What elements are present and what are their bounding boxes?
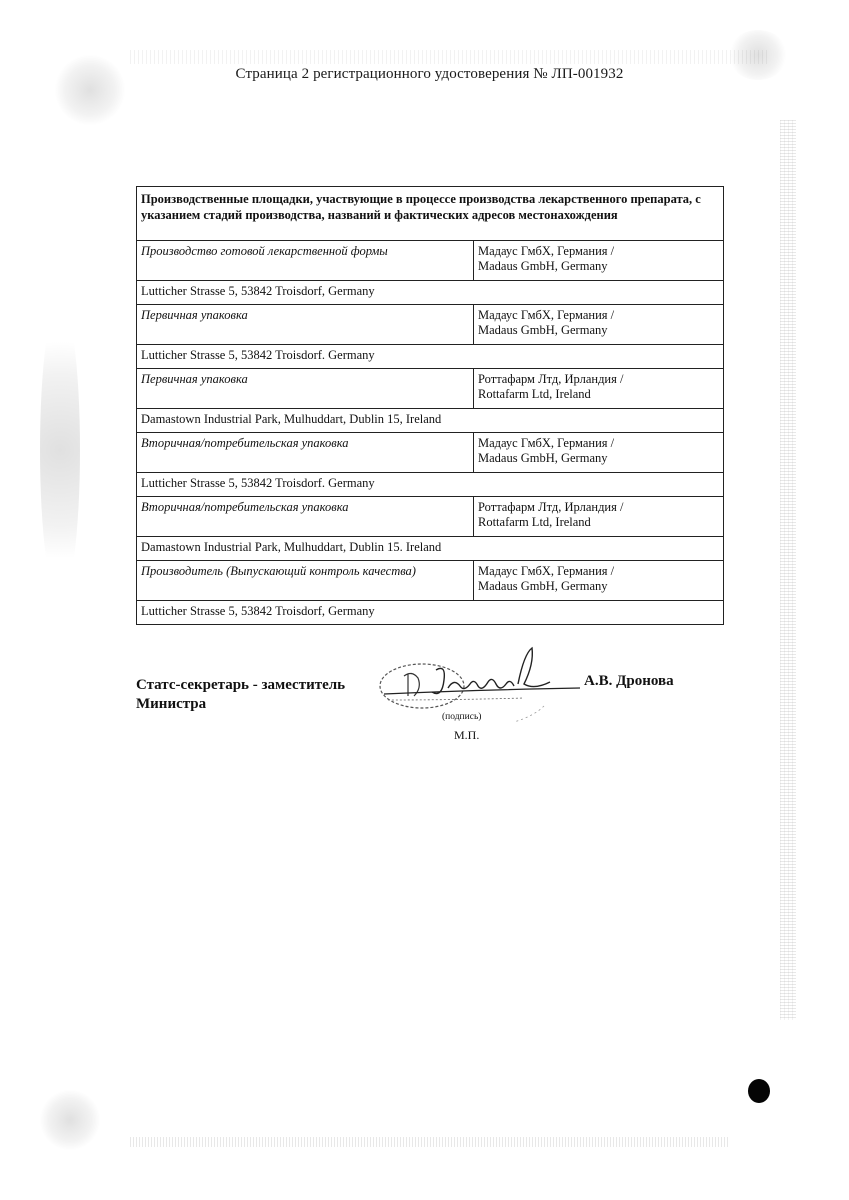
company-name-ru: Мадаус ГмбХ, Германия / [478,436,615,450]
company-name-ru: Роттафарм Лтд, Ирландия / [478,500,624,514]
address-row [137,601,724,625]
table-row [137,305,724,345]
scan-speckle [40,1090,100,1150]
address-row [137,281,724,305]
stamp-label: М.П. [454,728,480,742]
table-row [137,241,724,281]
company-cell [474,561,724,601]
stage-cell: Вторичная/потребительская упаковка [137,433,474,473]
address-row [137,345,724,369]
signature-block [136,673,736,766]
address-row [137,537,724,561]
signer-name: А.В. Дронова [584,673,674,689]
address-cell: Lutticher Strasse 5, 53842 Troisdorf. Germany [137,345,724,369]
stage-cell: Первичная упаковка [137,369,474,409]
page-header: Страница 2 регистрационного удостоверения № ЛП-001932 [235,66,624,82]
punch-hole-dot [748,1079,770,1103]
company-name-ru: Мадаус ГмбХ, Германия / [478,244,615,258]
signer-title [136,676,345,714]
company-name-en: Madaus GmbH, Germany [478,259,608,273]
table-header-row [137,187,724,241]
signer-title-line1: Статс-секретарь - заместитель [136,677,346,693]
stage-cell: Производство готовой лекарственной формы [137,241,474,281]
scan-noise-top [130,50,770,64]
table-heading: Производственные площадки, участвующие в процессе производства лекарственного препарата, с указанием стадий производства, названий и фактических адресов местонахождения [137,187,724,241]
signer-title-line2: Министра [136,696,207,712]
company-cell [474,241,724,281]
stage-cell: Вторичная/потребительская упаковка [137,497,474,537]
stage-cell: Первичная упаковка [137,305,474,345]
address-cell: Damastown Industrial Park, Mulhuddart, Dublin 15, Ireland [137,409,724,433]
address-row [137,473,724,497]
company-cell [474,305,724,345]
address-cell: Lutticher Strasse 5, 53842 Troisdorf, Germany [137,601,724,625]
company-name-en: Rottafarm Ltd, Ireland [478,515,591,529]
table-row [137,561,724,601]
address-cell: Damastown Industrial Park, Mulhuddart, Dublin 15. Ireland [137,537,724,561]
scan-noise-right [780,120,796,1020]
table-row [137,369,724,409]
table-row [137,433,724,473]
manufacturing-sites-table [136,186,724,625]
company-cell [474,369,724,409]
company-cell [474,433,724,473]
scan-noise-bottom [130,1137,730,1147]
signature-caption: (подпись) [442,712,482,722]
table-row [137,497,724,537]
company-name-en: Madaus GmbH, Germany [478,323,608,337]
handwritten-signature-icon [374,634,594,730]
address-cell: Lutticher Strasse 5, 53842 Troisdorf. Germany [137,473,724,497]
company-name-ru: Мадаус ГмбХ, Германия / [478,308,615,322]
stage-cell: Производитель (Выпускающий контроль качества) [137,561,474,601]
address-row [137,409,724,433]
company-name-en: Madaus GmbH, Germany [478,451,608,465]
company-name-ru: Мадаус ГмбХ, Германия / [478,564,615,578]
company-cell [474,497,724,537]
company-name-ru: Роттафарм Лтд, Ирландия / [478,372,624,386]
address-cell: Lutticher Strasse 5, 53842 Troisdorf, Germany [137,281,724,305]
company-name-en: Rottafarm Ltd, Ireland [478,387,591,401]
company-name-en: Madaus GmbH, Germany [478,579,608,593]
scan-speckle [40,300,80,600]
